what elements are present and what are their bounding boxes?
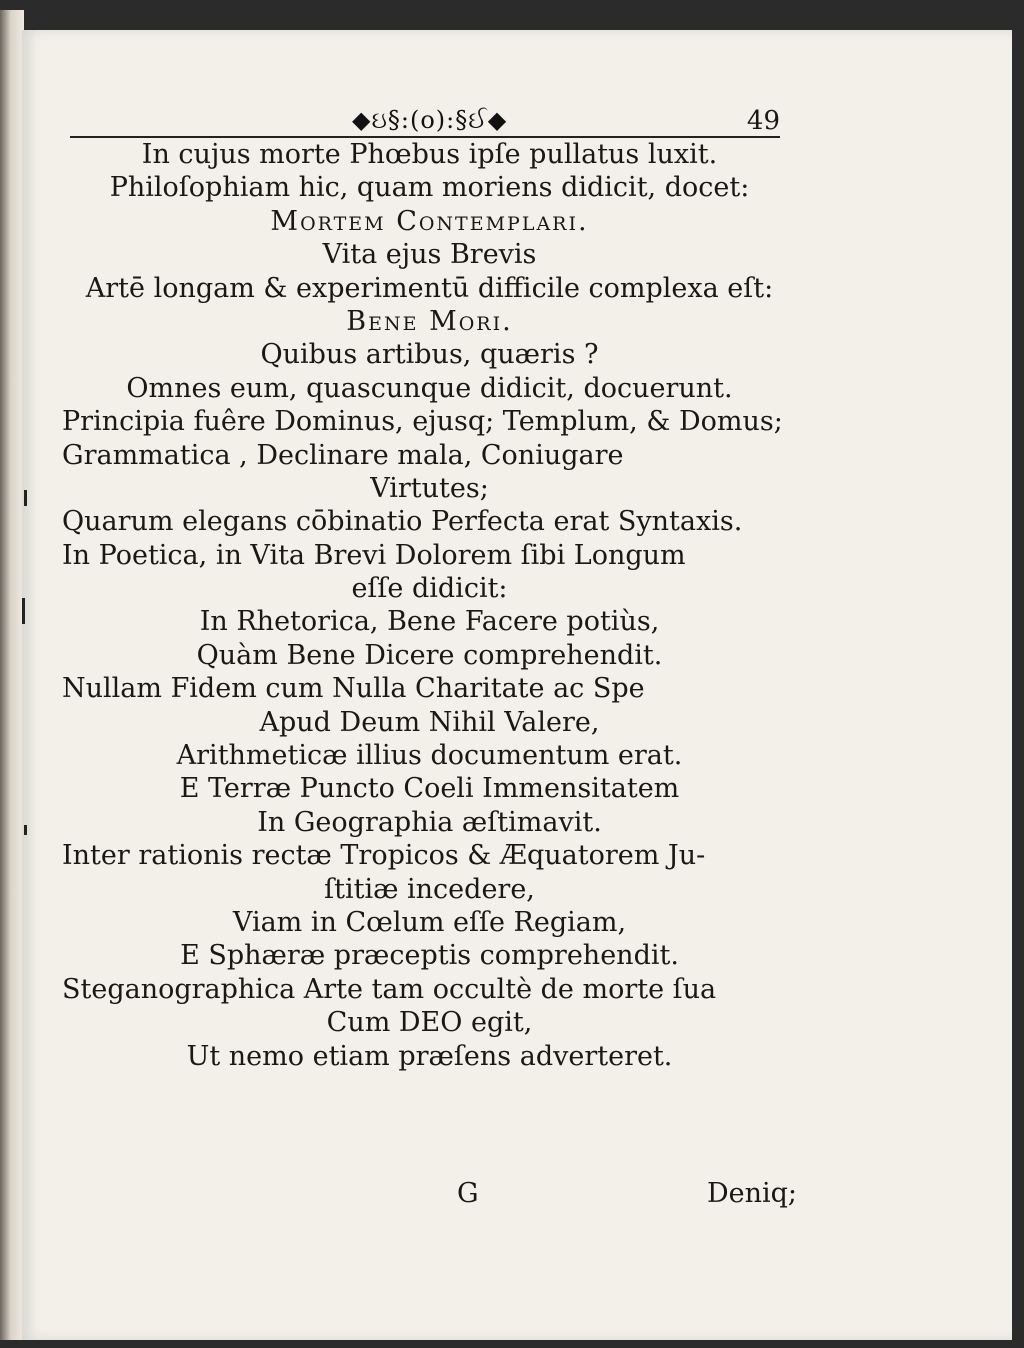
text-line: Apud Deum Nihil Valere, xyxy=(259,706,600,738)
text-line: eſſe didicit: xyxy=(351,573,508,605)
book-page xyxy=(22,30,1012,1340)
text-line: In Rhetorica, Bene Facere potiùs, xyxy=(199,606,660,638)
text-line: E Terræ Puncto Coeli Immensitatem xyxy=(179,773,680,805)
text-line: Steganographica Arte tam occultè de morte ſua xyxy=(62,973,717,1005)
text-line: Quàm Bene Dicere comprehendit. xyxy=(196,639,663,671)
margin-mark xyxy=(22,598,25,624)
text-line: Quarum elegans cōbinatio Perfecta erat Syntaxis. xyxy=(62,506,743,538)
margin-mark xyxy=(24,825,27,835)
text-line: In Geographia æſtimavit. xyxy=(257,806,602,838)
text-line: ſtitiæ incedere, xyxy=(324,873,535,905)
text-line: In cujus morte Phœbus ipſe pullatus luxit. xyxy=(141,139,718,170)
text-line: Inter rationis rectæ Tropicos & Æquatorem Ju- xyxy=(62,840,706,872)
text-line: Virtutes; xyxy=(370,472,489,504)
epitaph-text xyxy=(62,138,797,1073)
text-line: Philoſophiam hic, quam moriens didicit, docet: xyxy=(109,172,750,204)
page-footer xyxy=(62,1178,797,1212)
text-line: Mortem Contemplari. xyxy=(270,205,589,237)
headpiece-ornament: ◆ઇ§:(o):§ઈ◆ xyxy=(352,106,508,134)
text-line: Bene Mori. xyxy=(346,305,513,337)
text-line: E Sphæræ præceptis comprehendit. xyxy=(180,940,679,972)
text-line: Cum DEO egit, xyxy=(326,1007,533,1039)
running-header xyxy=(72,100,782,136)
text-line: Artē longam & experimentū difficile complexa eſt: xyxy=(85,272,774,304)
margin-mark xyxy=(24,490,27,506)
text-line: Arithmeticæ illius documentum erat. xyxy=(176,740,683,772)
text-line: In Poetica, in Vita Brevi Dolorem ſibi Longum xyxy=(62,539,686,571)
signature-mark: G xyxy=(457,1178,479,1209)
text-line: Nullam Fidem cum Nulla Charitate ac Spe xyxy=(62,673,645,705)
text-line: Omnes eum, quascunque didicit, docuerunt. xyxy=(126,372,733,404)
text-line: Principia fuêre Dominus, ejusq; Templum, & Domus; xyxy=(62,406,783,438)
text-line: Viam in Cœlum eſſe Regiam, xyxy=(232,906,627,938)
text-line: Vita ejus Brevis xyxy=(322,239,537,271)
text-line: Grammatica , Declinare mala, Coniugare xyxy=(62,439,624,471)
text-line: Ut nemo etiam præſens adverteret. xyxy=(186,1040,673,1072)
page-number: 49 xyxy=(746,106,780,136)
text-line: Quibus artibus, quæris ? xyxy=(260,339,599,371)
catchword: Deniq; xyxy=(706,1178,797,1209)
book-page-edge xyxy=(0,10,24,1340)
